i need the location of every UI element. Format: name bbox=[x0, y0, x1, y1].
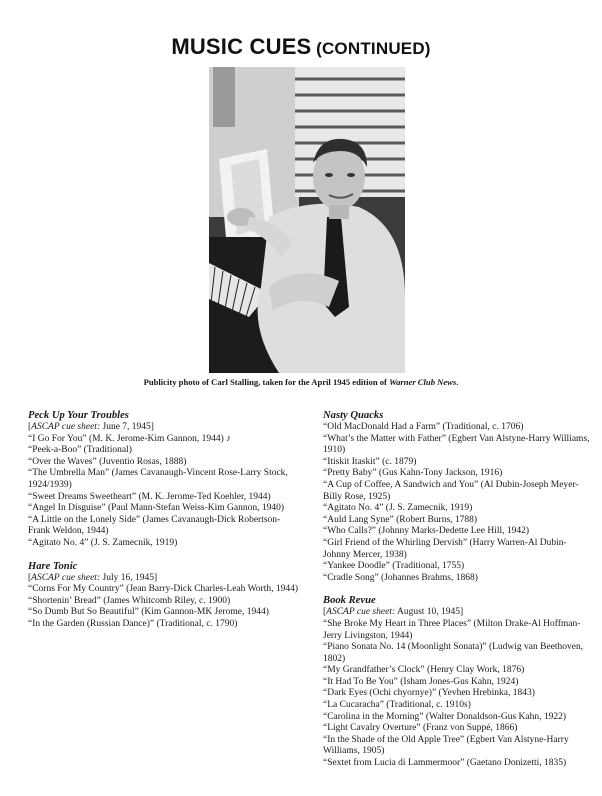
list-item: “Auld Lang Syne” (Robert Burns, 1788) bbox=[323, 514, 478, 525]
page-title-sub: (CONTINUED) bbox=[316, 39, 431, 58]
list-item: “Sextet from Lucia di Lammermoor” (Gaetano Donizetti, 1835) bbox=[323, 758, 567, 769]
list-item: “Peek-a-Boo” (Traditional) bbox=[28, 445, 132, 456]
caption-end: . bbox=[456, 377, 459, 387]
list-item: “Agitato No. 4” (J. S. Zamecnik, 1919) bbox=[323, 503, 473, 514]
list-item: “Who Calls?” (Johnny Marks-Dedette Lee Hill, 1942) bbox=[323, 526, 530, 537]
section-title: Nasty Quacks bbox=[323, 410, 384, 421]
section-title: Hare Tonic bbox=[28, 560, 78, 572]
section-hare-tonic bbox=[28, 561, 298, 631]
list-item: “In the Garden (Russian Dance)” (Traditional, c. 1790) bbox=[28, 618, 238, 629]
list-item: “Itiskit Itaskit” (c. 1879) bbox=[323, 456, 417, 467]
cue-label: ASCAP cue sheet: bbox=[31, 422, 101, 432]
right-column bbox=[323, 410, 593, 781]
list-item: “In the Shade of the Old Apple Tree” (Egbert Van Alstyne-Harry Williams, 1905) bbox=[323, 734, 569, 757]
list-item: “Piano Sonata No. 14 (Moonlight Sonata)” (Ludwig van Beethoven, 1802) bbox=[323, 642, 584, 664]
list-item: “Dark Eyes (Ochi chyornye)” (Yevhen Hrebinka, 1843) bbox=[323, 688, 535, 699]
caption-publication: Warner Club News bbox=[389, 377, 457, 387]
cue-date: July 16, 1945] bbox=[102, 572, 158, 583]
page-title bbox=[0, 34, 602, 60]
cue-sheet-line: [ASCAP cue sheet: August 10, 1945] bbox=[323, 607, 464, 618]
list-item: “She Broke My Heart in Three Places” (Milton Drake-Al Hoffman-Jerry Livingston, 1944) bbox=[323, 618, 581, 641]
list-item: “Over the Waves” (Juventio Rosas, 1888) bbox=[28, 456, 187, 467]
list-item: “Yankee Doodle” (Traditional, 1755) bbox=[323, 561, 465, 572]
list-item: “The Umbrella Man” (James Cavanaugh-Vincent Rose-Larry Stock, 1924/1939) bbox=[28, 468, 288, 490]
section-title: Book Revue bbox=[323, 595, 376, 607]
cue-label: ASCAP cue sheet: bbox=[31, 572, 101, 583]
photo-caption bbox=[0, 377, 602, 387]
list-item: “Girl Friend of the Whirling Dervish” (Harry Warren-Al Dubin-Johnny Mercer, 1938) bbox=[323, 537, 567, 560]
list-item: “Sweet Dreams Sweetheart” (M. K. Jerome-Ted Koehler, 1944) bbox=[28, 491, 271, 502]
list-item: “I Go For You” (M. K. Jerome-Kim Gannon, 1944) ♪ bbox=[28, 433, 231, 444]
section-nasty-quacks bbox=[323, 410, 593, 584]
cue-sheet-line: [ASCAP cue sheet: July 16, 1945] bbox=[28, 572, 158, 583]
cue-date: June 7, 1945] bbox=[102, 422, 154, 432]
list-item: “Angel In Disguise” (Paul Mann-Stefan Weiss-Kim Gannon, 1940) bbox=[28, 503, 285, 514]
list-item: “Corns For My Country” (Jean Barry-Dick Charles-Leah Worth, 1944) bbox=[28, 584, 299, 595]
list-item: “So Dumb But So Beautiful” (Kim Gannon-MK Jerome, 1944) bbox=[28, 607, 269, 618]
carl-stalling-photo bbox=[209, 67, 405, 373]
cue-label: ASCAP cue sheet: bbox=[326, 607, 396, 618]
left-column bbox=[28, 410, 298, 642]
list-item: “La Cucaracha” (Traditional, c. 1910s) bbox=[323, 700, 471, 711]
list-item: “Shortenin’ Bread” (James Whitcomb Riley, c. 1900) bbox=[28, 595, 231, 606]
list-item: “It Had To Be You” (Isham Jones-Gus Kahn, 1924) bbox=[323, 676, 519, 687]
section-title: Peck Up Your Troubles bbox=[28, 410, 129, 421]
page-title-main: MUSIC CUES bbox=[171, 34, 312, 59]
cue-sheet-line: [ASCAP cue sheet: June 7, 1945] bbox=[28, 422, 154, 432]
caption-text: Publicity photo of Carl Stalling, taken for the April 1945 edition of bbox=[143, 377, 387, 387]
list-item: “A Cup of Coffee, A Sandwich and You” (Al Dubin-Joseph Meyer-Billy Rose, 1925) bbox=[323, 479, 579, 502]
section-peck-up-your-troubles bbox=[28, 410, 298, 550]
list-item: “Pretty Baby” (Gus Kahn-Tony Jackson, 1916) bbox=[323, 468, 503, 479]
cue-date: August 10, 1945] bbox=[396, 607, 464, 618]
list-item: “Old MacDonald Had a Farm” (Traditional, c. 1706) bbox=[323, 422, 524, 432]
list-item: “What’s the Matter with Father” (Egbert Van Alstyne-Harry Williams, 1910) bbox=[323, 433, 590, 456]
list-item: “Cradle Song” (Johannes Brahms, 1868) bbox=[323, 572, 478, 583]
list-item: “Carolina in the Morning” (Walter Donaldson-Gus Kahn, 1922) bbox=[323, 711, 567, 722]
list-item: “Light Cavalry Overture” (Franz von Suppé, 1866) bbox=[323, 723, 518, 734]
section-book-revue bbox=[323, 595, 593, 769]
list-item: “My Grandfather’s Clock” (Henry Clay Work, 1876) bbox=[323, 665, 525, 676]
list-item: “A Little on the Lonely Side” (James Cavanaugh-Dick Robertson-Frank Weldon, 1944) bbox=[28, 514, 281, 537]
list-item: “Agitato No. 4” (J. S. Zamecnik, 1919) bbox=[28, 537, 178, 548]
